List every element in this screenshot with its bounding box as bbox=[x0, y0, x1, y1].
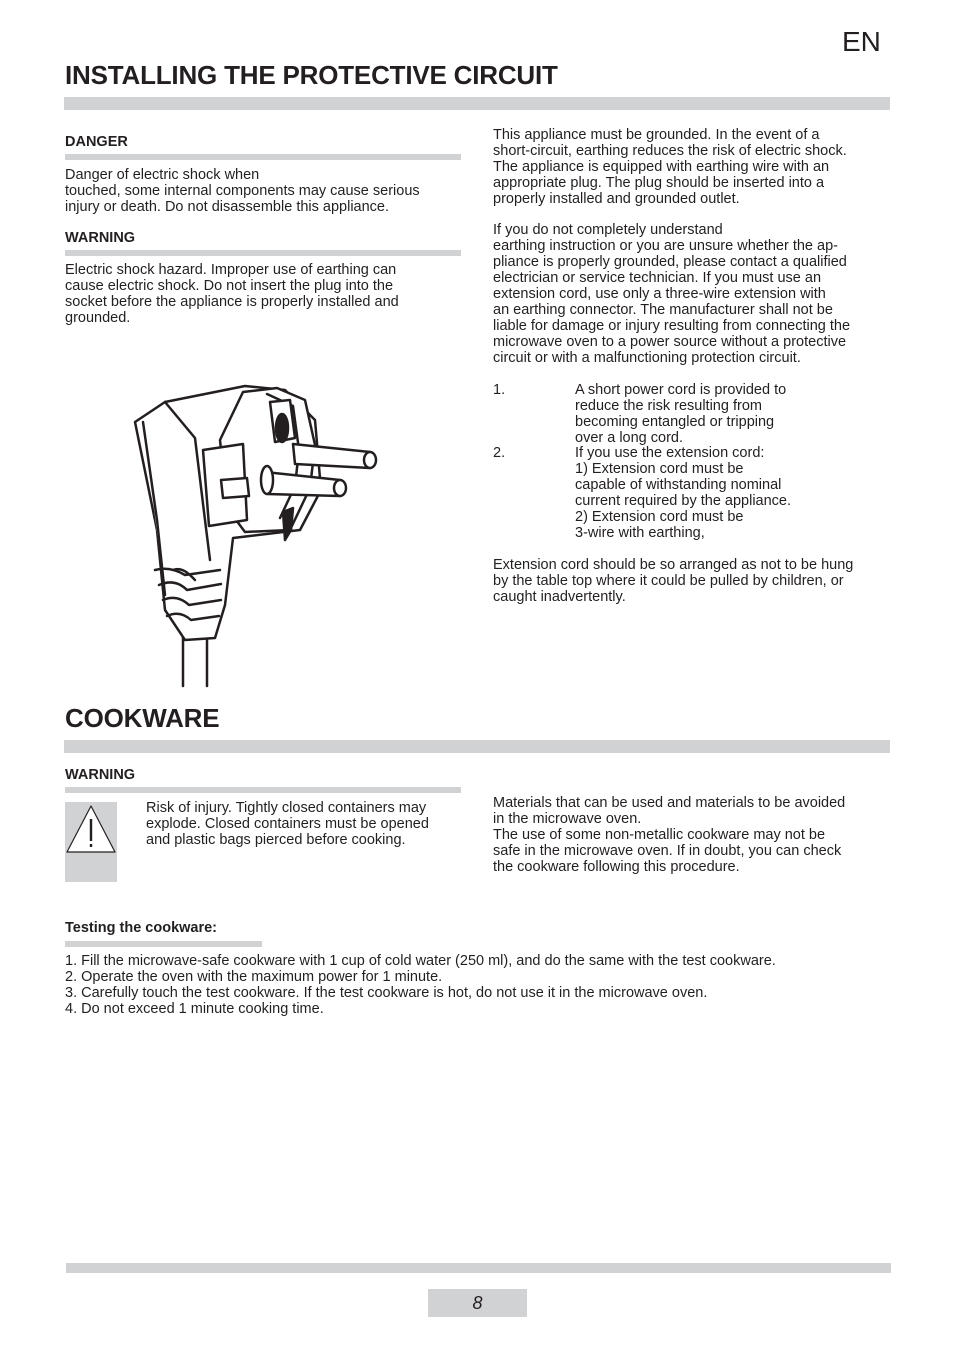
list-item: If you use the extension cord: 1) Extension cord must be capable of withstanding nominal current required by the appliance. 2) Extension cord must be 3-wire with earthing, bbox=[575, 445, 792, 541]
warning-box bbox=[65, 802, 117, 882]
cookware-title-divider bbox=[64, 740, 890, 753]
warning-triangle-icon bbox=[65, 802, 117, 854]
testing-divider bbox=[65, 941, 262, 947]
testing-steps bbox=[65, 953, 776, 1017]
cookware-warning-text: Risk of injury. Tightly closed containers may explode. Closed containers must be opened and plastic bags pierced before cooking. bbox=[146, 800, 429, 848]
power-cord-list bbox=[0, 382, 954, 542]
warning-heading: WARNING bbox=[65, 230, 136, 246]
grounding-paragraph: This appliance must be grounded. In the event of a short-circuit, earthing reduces the risk of electric shock. The appliance is equipped with earthing wire with an appropriate plug. The plug should be inserted into a properly installed and grounded outlet. bbox=[493, 127, 847, 207]
title-divider bbox=[64, 97, 890, 110]
list-item: A short power cord is provided to reduce the risk resulting from becoming entangled or tripping over a long cord. bbox=[575, 382, 787, 446]
cookware-warning-divider bbox=[65, 787, 461, 793]
list-number: 1. bbox=[493, 382, 506, 398]
earthing-instruction-paragraph: If you do not completely understand earthing instruction or you are unsure whether the ap- pliance is properly grounded, please contact a qualified electrician or service technician. If you must use an extension cord, use only a three-wire extension with an earthing connector. The manufacturer shall not be liable for damage or injury resulting from connecting the microwave oven to a power source without a protective circuit or with a malfunctioning protection circuit. bbox=[493, 222, 851, 366]
list-number: 2. bbox=[493, 445, 506, 461]
warning-divider bbox=[65, 250, 461, 256]
footer-divider bbox=[66, 1263, 891, 1273]
danger-divider bbox=[65, 154, 461, 160]
list-item: 3. Carefully touch the test cookware. If the test cookware is hot, do not use it in the microwave oven. bbox=[65, 985, 708, 1001]
warning-text: Electric shock hazard. Improper use of earthing can cause electric shock. Do not insert the plug into the socket before the appliance is properly installed and grounded. bbox=[65, 262, 399, 326]
extension-cord-paragraph: Extension cord should be so arranged as not to be hung by the table top where it could be pulled by children, or caught inadvertently. bbox=[493, 557, 854, 605]
cookware-warning-heading: WARNING bbox=[65, 767, 136, 783]
list-item: 4. Do not exceed 1 minute cooking time. bbox=[65, 1001, 324, 1017]
danger-text: Danger of electric shock when touched, some internal components may cause serious injury or death. Do not disassemble this appliance. bbox=[65, 167, 420, 215]
testing-heading: Testing the cookware: bbox=[65, 920, 218, 936]
language-code: EN bbox=[842, 26, 881, 57]
list-item: 2. Operate the oven with the maximum power for 1 minute. bbox=[65, 969, 443, 985]
materials-paragraph: Materials that can be used and materials to be avoided in the microwave oven. The use of some non-metallic cookware may not be safe in the microwave oven. If in doubt, you can check the cookware following this procedure. bbox=[493, 795, 846, 875]
page-number: 8 bbox=[428, 1289, 527, 1317]
section-title-cookware: COOKWARE bbox=[65, 703, 220, 733]
danger-heading: DANGER bbox=[65, 134, 128, 150]
list-item: 1. Fill the microwave-safe cookware with 1 cup of cold water (250 ml), and do the same with the test cookware. bbox=[65, 953, 776, 969]
section-title-protective-circuit: INSTALLING THE PROTECTIVE CIRCUIT bbox=[65, 60, 558, 90]
